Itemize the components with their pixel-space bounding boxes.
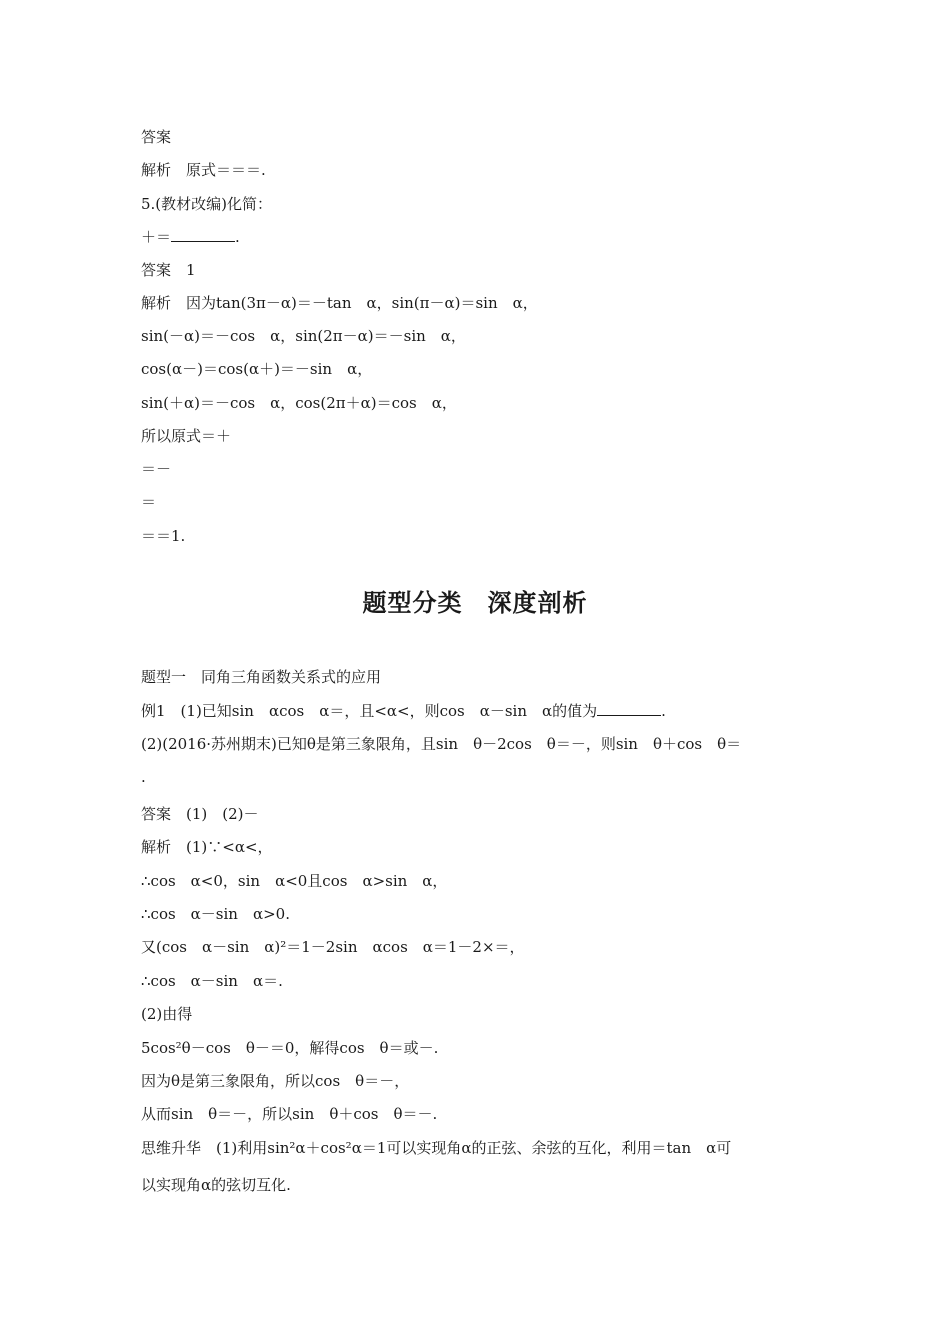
derivation-line-1: sin(－α)＝－cos α，sin(2π－α)＝－sin α，: [141, 327, 466, 345]
summary-line-2: 以实现角α的弦切互化.: [141, 1176, 291, 1194]
problem-5-expression: ＋＝ .: [141, 228, 240, 246]
solution-line-4: ∴cos α－sin α＝.: [141, 972, 283, 990]
solution-line-5: (2)由得: [141, 1005, 193, 1023]
example-1-part-1: 例1 (1)已知sin αcos α＝，且<α<，则cos α－sin α的值为 .: [141, 702, 666, 720]
solution-line-3: 又(cos α－sin α)²＝1－2sin αcos α＝1－2×＝，: [141, 938, 525, 956]
analysis-line-1: 解析 原式＝＝＝.: [141, 161, 266, 179]
answer-label-1: 答案: [141, 128, 172, 146]
solution-line-7: 因为θ是第三象限角，所以cos θ＝－，: [141, 1072, 410, 1090]
derivation-line-3: sin(＋α)＝－cos α，cos(2π＋α)＝cos α，: [141, 394, 457, 412]
answer-blank: [597, 701, 661, 716]
analysis-line-3: 解析 (1)∵<α<，: [141, 838, 273, 856]
example-1-part-2-end: .: [141, 768, 146, 786]
problem-5-title: 5.(教材改编)化简：: [141, 195, 273, 213]
derivation-line-5: ＝－: [141, 460, 172, 478]
derivation-line-2: cos(α－)＝cos(α＋)＝－sin α，: [141, 360, 373, 378]
solution-line-8: 从而sin θ＝－，所以sin θ＋cos θ＝－.: [141, 1105, 438, 1123]
answer-line-3: 答案 (1) (2)－: [141, 805, 259, 823]
derivation-line-4: 所以原式＝＋: [141, 427, 232, 445]
example-1-part-2: (2)(2016·苏州期末)已知θ是第三象限角，且sin θ－2cos θ＝－，则sin θ＋cos θ＝: [141, 735, 742, 753]
solution-line-1: ∴cos α<0，sin α<0且cos α>sin α，: [141, 872, 448, 890]
topic-title: 题型一 同角三角函数关系式的应用: [141, 668, 382, 686]
answer-blank: [171, 227, 235, 242]
solution-line-6: 5cos²θ－cos θ－＝0，解得cos θ＝或－.: [141, 1039, 439, 1057]
summary-line-1: 思维升华 (1)利用sin²α＋cos²α＝1可以实现角α的正弦、余弦的互化，利用＝tan α可: [141, 1139, 732, 1157]
section-heading: 题型分类 深度剖析: [362, 589, 588, 617]
derivation-line-7: ＝＝1.: [141, 527, 186, 545]
answer-line-2: 答案 1: [141, 261, 196, 279]
analysis-line-2: 解析 因为tan(3π－α)＝－tan α，sin(π－α)＝sin α，: [141, 294, 538, 312]
solution-line-2: ∴cos α－sin α>0.: [141, 905, 290, 923]
derivation-line-6: ＝: [141, 493, 157, 511]
